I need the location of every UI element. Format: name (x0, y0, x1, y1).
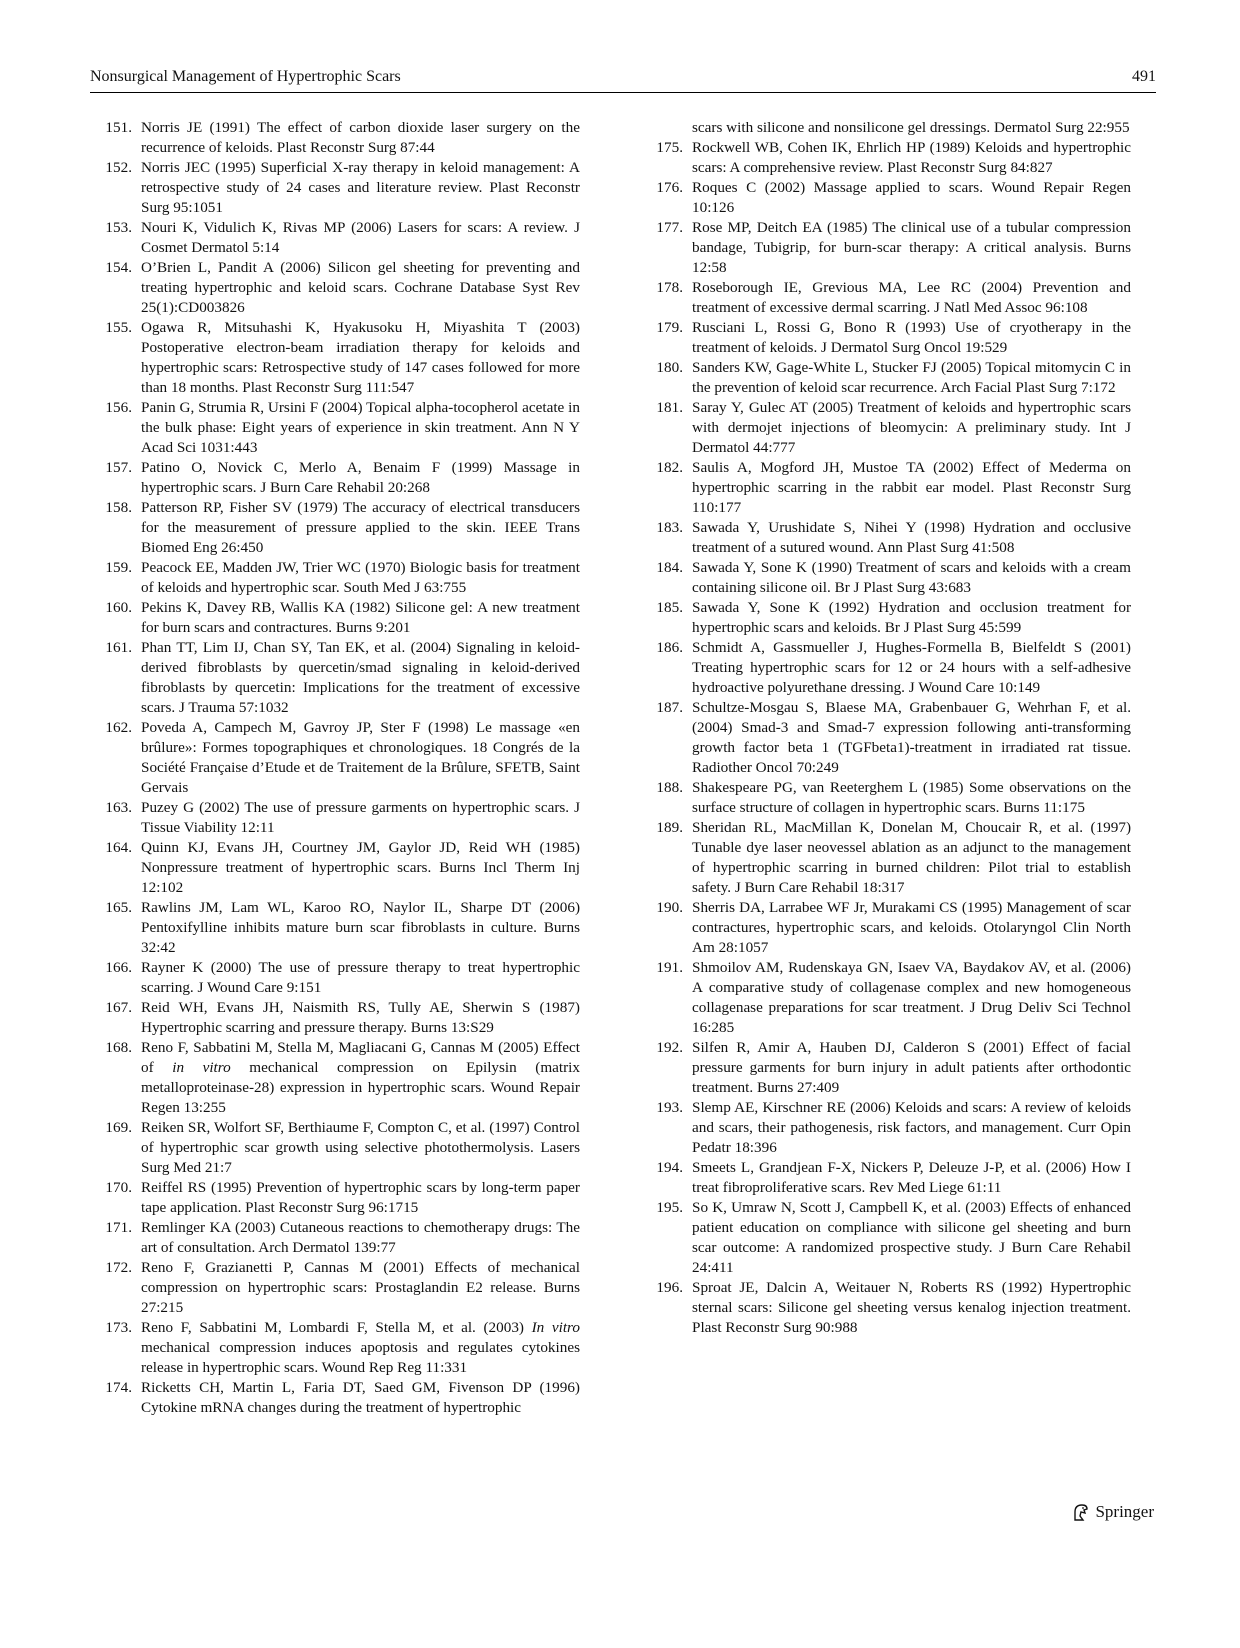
reference-entry (641, 598, 1131, 638)
reference-entry (90, 798, 580, 838)
reference-entry (641, 558, 1131, 598)
reference-text: Sawada Y, Sone K (1992) Hydration and occlusion treatment for hypertrophic scars and keloids. Br J Plast Surg 45:599 (692, 599, 1131, 636)
reference-text: Reiffel RS (1995) Prevention of hypertrophic scars by long-term paper tape application. Plast Reconstr Surg 96:1715 (141, 1179, 580, 1216)
reference-number: 161. (105, 639, 132, 656)
reference-entry (641, 178, 1131, 218)
reference-column-right (641, 118, 1131, 1338)
reference-text: Patino O, Novick C, Merlo A, Benaim F (1999) Massage in hypertrophic scars. J Burn Care Rehabil 20:268 (141, 459, 580, 496)
reference-text: Rusciani L, Rossi G, Bono R (1993) Use of cryotherapy in the treatment of keloids. J Dermatol Surg Oncol 19:529 (692, 319, 1131, 356)
reference-entry (641, 898, 1131, 958)
reference-text-italic: In vitro (531, 1319, 580, 1336)
reference-number: 182. (656, 459, 683, 476)
reference-entry (90, 598, 580, 638)
reference-entry (90, 1378, 580, 1418)
reference-number: 151. (105, 119, 132, 136)
reference-text-part: Reno F, Sabbatini M, Lombardi F, Stella M, et al. (2003) (141, 1319, 532, 1336)
reference-text-part: Reno F, Sabbatini M, Stella M, Magliacani G, Cannas M (2005) Effect of (141, 1039, 580, 1076)
reference-number: 165. (105, 899, 132, 916)
reference-text: Rawlins JM, Lam WL, Karoo RO, Naylor IL, Sharpe DT (2006) Pentoxifylline inhibits mature burn scar fibroblasts in culture. Burns 32:42 (141, 899, 580, 956)
reference-number: 184. (656, 559, 683, 576)
running-head (90, 64, 1156, 93)
reference-entry (641, 778, 1131, 818)
reference-entry (90, 398, 580, 458)
page-number: 491 (1132, 68, 1156, 85)
reference-text (141, 1038, 580, 1118)
reference-number: 180. (656, 359, 683, 376)
reference-number: 154. (105, 259, 132, 276)
reference-entry (641, 818, 1131, 898)
reference-number: 177. (656, 219, 683, 236)
reference-text: Shmoilov AM, Rudenskaya GN, Isaev VA, Baydakov AV, et al. (2006) A comparative study of collagenase complex and new homogeneous collagenase preparations for scar treatment. J Drug Deliv Sci Technol 16:285 (692, 959, 1131, 1036)
reference-text: Roseborough IE, Grevious MA, Lee RC (2004) Prevention and treatment of excessive dermal scarring. J Natl Med Assoc 96:108 (692, 279, 1131, 316)
reference-number: 159. (105, 559, 132, 576)
reference-text: Phan TT, Lim IJ, Chan SY, Tan EK, et al. (2004) Signaling in keloid-derived fibroblasts by quercetin/smad signaling in keloid-derived fibroblasts by quercetin: Implications for the treatment of excessive scars. J Trauma 57:1032 (141, 639, 580, 716)
reference-entry (641, 318, 1131, 358)
running-title: Nonsurgical Management of Hypertrophic Scars (90, 68, 401, 85)
reference-text: Schultze-Mosgau S, Blaese MA, Grabenbauer G, Wehrhan F, et al. (2004) Smad-3 and Smad-7 expression following anti-transforming growth factor beta 1 (TGFbeta1)-treatment in irradiated rat tissue. Radiother Oncol 70:249 (692, 699, 1131, 776)
reference-entry (90, 458, 580, 498)
reference-entry (90, 158, 580, 218)
reference-number: 173. (105, 1319, 132, 1336)
reference-number: 196. (656, 1279, 683, 1296)
reference-entry (90, 1218, 580, 1258)
reference-entry (90, 318, 580, 398)
reference-number: 187. (656, 699, 683, 716)
reference-text: Puzey G (2002) The use of pressure garments on hypertrophic scars. J Tissue Viability 12:11 (141, 799, 580, 836)
reference-text: Sheridan RL, MacMillan K, Donelan M, Choucair R, et al. (1997) Tunable dye laser neovessel ablation as an adjunct to the management of hypertrophic scarring in burned children: Pilot trial to establish safety. J Burn Care Rehabil 18:317 (692, 819, 1131, 896)
reference-text (141, 1318, 580, 1378)
reference-number: 153. (105, 219, 132, 236)
reference-entry (641, 958, 1131, 1038)
reference-number: 172. (105, 1259, 132, 1276)
reference-entry (90, 958, 580, 998)
reference-entry (90, 118, 580, 158)
publisher-logo (1071, 1500, 1154, 1524)
reference-entry (641, 278, 1131, 318)
reference-text: Panin G, Strumia R, Ursini F (2004) Topical alpha-tocopherol acetate in the bulk phase: Eight years of experience in skin treatment. Ann N Y Acad Sci 1031:443 (141, 399, 580, 456)
reference-number: 164. (105, 839, 132, 856)
reference-number: 189. (656, 819, 683, 836)
reference-entry (90, 1118, 580, 1178)
reference-text: So K, Umraw N, Scott J, Campbell K, et al. (2003) Effects of enhanced patient education on compliance with silicone gel sheeting and burn scar outcome: A randomized prospective study. J Burn Care Rehabil 24:411 (692, 1199, 1131, 1276)
reference-entry (641, 458, 1131, 518)
reference-column-left (90, 118, 580, 1418)
reference-text: Slemp AE, Kirschner RE (2006) Keloids and scars: A review of keloids and scars, their pathogenesis, risk factors, and management. Curr Opin Pedatr 18:396 (692, 1099, 1131, 1156)
reference-text-part: mechanical compression on Epilysin (matrix metalloproteinase-28) expression in hypertrophic scars. Wound Repair Regen 13:255 (141, 1059, 580, 1116)
reference-text: Peacock EE, Madden JW, Trier WC (1970) Biologic basis for treatment of keloids and hypertrophic scar. South Med J 63:755 (141, 559, 580, 596)
reference-text: Patterson RP, Fisher SV (1979) The accuracy of electrical transducers for the measurement of pressure applied to the skin. IEEE Trans Biomed Eng 26:450 (141, 499, 580, 556)
reference-continuation-text: scars with silicone and nonsilicone gel dressings. Dermatol Surg 22:955 (692, 119, 1130, 136)
reference-text: Reiken SR, Wolfort SF, Berthiaume F, Compton C, et al. (1997) Control of hypertrophic scar growth using selective photothermolysis. Lasers Surg Med 21:7 (141, 1119, 580, 1176)
reference-number: 186. (656, 639, 683, 656)
reference-text: Norris JEC (1995) Superficial X-ray therapy in keloid management: A retrospective study of 24 cases and literature review. Plast Reconstr Surg 95:1051 (141, 159, 580, 216)
reference-number: 152. (105, 159, 132, 176)
reference-entry (641, 1098, 1131, 1158)
reference-number: 193. (656, 1099, 683, 1116)
reference-entry (90, 1318, 580, 1378)
reference-number: 167. (105, 999, 132, 1016)
reference-text: Reid WH, Evans JH, Naismith RS, Tully AE, Sherwin S (1987) Hypertrophic scarring and pressure therapy. Burns 13:S29 (141, 999, 580, 1036)
reference-number: 185. (656, 599, 683, 616)
reference-entry (90, 218, 580, 258)
reference-entry (90, 718, 580, 798)
reference-entry (641, 398, 1131, 458)
reference-entry (641, 218, 1131, 278)
reference-number: 191. (656, 959, 683, 976)
reference-entry (641, 1038, 1131, 1098)
reference-number: 188. (656, 779, 683, 796)
reference-entry (641, 1278, 1131, 1338)
reference-text: Rockwell WB, Cohen IK, Ehrlich HP (1989) Keloids and hypertrophic scars: A comprehensive review. Plast Reconstr Surg 84:827 (692, 139, 1131, 176)
reference-text: Pekins K, Davey RB, Wallis KA (1982) Silicone gel: A new treatment for burn scars and contractures. Burns 9:201 (141, 599, 580, 636)
reference-entry (641, 1198, 1131, 1278)
reference-text: Saulis A, Mogford JH, Mustoe TA (2002) Effect of Mederma on hypertrophic scarring in the rabbit ear model. Plast Reconstr Surg 110:177 (692, 459, 1131, 516)
reference-number: 155. (105, 319, 132, 336)
reference-entry (90, 638, 580, 718)
reference-entry (90, 898, 580, 958)
reference-entry (641, 138, 1131, 178)
reference-number: 158. (105, 499, 132, 516)
reference-continuation (641, 118, 1131, 138)
reference-number: 194. (656, 1159, 683, 1176)
reference-number: 160. (105, 599, 132, 616)
reference-entry (90, 1178, 580, 1218)
reference-number: 195. (656, 1199, 683, 1216)
reference-entry (641, 1158, 1131, 1198)
reference-number: 190. (656, 899, 683, 916)
reference-text: Shakespeare PG, van Reeterghem L (1985) Some observations on the surface structure of collagen in hypertrophic scars. Burns 11:175 (692, 779, 1131, 816)
reference-entry (90, 498, 580, 558)
reference-text: O’Brien L, Pandit A (2006) Silicon gel sheeting for preventing and treating hypertrophic and keloid scars. Cochrane Database Syst Rev 25(1):CD003826 (141, 259, 580, 316)
reference-number: 166. (105, 959, 132, 976)
reference-text: Roques C (2002) Massage applied to scars. Wound Repair Regen 10:126 (692, 179, 1131, 216)
reference-text: Sherris DA, Larrabee WF Jr, Murakami CS (1995) Management of scar contractures, hypertrophic scars, and keloids. Otolaryngol Clin North Am 28:1057 (692, 899, 1131, 956)
reference-text: Poveda A, Campech M, Gavroy JP, Ster F (1998) Le massage «en brûlure»: Formes topographiques et chronologiques. 18 Congrés de la Société Française d’Etude et de Traitement de la Brûlure, SFETB, Saint Gervais (141, 719, 580, 796)
reference-text: Remlinger KA (2003) Cutaneous reactions to chemotherapy drugs: The art of consultation. Arch Dermatol 139:77 (141, 1219, 580, 1256)
reference-text-part: mechanical compression induces apoptosis and regulates cytokines release in hypertrophic scars. Wound Rep Reg 11:331 (141, 1339, 580, 1376)
reference-text: Ogawa R, Mitsuhashi K, Hyakusoku H, Miyashita T (2003) Postoperative electron-beam irradiation therapy for keloids and hypertrophic scars: Retrospective study of 147 cases followed for more than 18 months. Plast Reconstr Surg 111:547 (141, 319, 580, 396)
springer-horse-icon (1071, 1502, 1091, 1522)
reference-entry (90, 1258, 580, 1318)
reference-number: 178. (656, 279, 683, 296)
reference-text: Ricketts CH, Martin L, Faria DT, Saed GM, Fivenson DP (1996) Cytokine mRNA changes during the treatment of hypertrophic (141, 1379, 580, 1416)
reference-entry (641, 698, 1131, 778)
reference-entry (90, 838, 580, 898)
reference-text: Norris JE (1991) The effect of carbon dioxide laser surgery on the recurrence of keloids. Plast Reconstr Surg 87:44 (141, 119, 580, 156)
reference-number: 156. (105, 399, 132, 416)
reference-text: Smeets L, Grandjean F-X, Nickers P, Deleuze J-P, et al. (2006) How I treat fibroproliferative scars. Rev Med Liege 61:11 (692, 1159, 1131, 1196)
reference-text: Schmidt A, Gassmueller J, Hughes-Formella B, Bielfeldt S (2001) Treating hypertrophic scars for 12 or 24 hours with a self-adhesive hydroactive polyurethane dressing. J Wound Care 10:149 (692, 639, 1131, 696)
reference-number: 168. (105, 1039, 132, 1056)
reference-text: Sawada Y, Urushidate S, Nihei Y (1998) Hydration and occlusive treatment of a sutured wound. Ann Plast Surg 41:508 (692, 519, 1131, 556)
reference-text: Reno F, Grazianetti P, Cannas M (2001) Effects of mechanical compression on hypertrophic scars: Prostaglandin E2 release. Burns 27:215 (141, 1259, 580, 1316)
reference-text: Silfen R, Amir A, Hauben DJ, Calderon S (2001) Effect of facial pressure garments for burn injury in adult patients after orthodontic treatment. Burns 27:409 (692, 1039, 1131, 1096)
reference-entry (90, 1038, 580, 1118)
reference-text: Nouri K, Vidulich K, Rivas MP (2006) Lasers for scars: A review. J Cosmet Dermatol 5:14 (141, 219, 580, 256)
publisher-name: Springer (1095, 1502, 1154, 1521)
reference-text: Rose MP, Deitch EA (1985) The clinical use of a tubular compression bandage, Tubigrip, for burn-scar therapy: A critical analysis. Burns 12:58 (692, 219, 1131, 276)
reference-text: Quinn KJ, Evans JH, Courtney JM, Gaylor JD, Reid WH (1985) Nonpressure treatment of hypertrophic scars. Burns Incl Therm Inj 12:102 (141, 839, 580, 896)
reference-number: 169. (105, 1119, 132, 1136)
reference-number: 181. (656, 399, 683, 416)
reference-number: 157. (105, 459, 132, 476)
reference-entry (90, 558, 580, 598)
reference-number: 170. (105, 1179, 132, 1196)
reference-number: 171. (105, 1219, 132, 1236)
reference-text: Rayner K (2000) The use of pressure therapy to treat hypertrophic scarring. J Wound Care 9:151 (141, 959, 580, 996)
reference-entry (641, 638, 1131, 698)
reference-text: Sawada Y, Sone K (1990) Treatment of scars and keloids with a cream containing silicone oil. Br J Plast Surg 43:683 (692, 559, 1131, 596)
reference-entry (90, 258, 580, 318)
reference-text: Sanders KW, Gage-White L, Stucker FJ (2005) Topical mitomycin C in the prevention of keloid scar recurrence. Arch Facial Plast Surg 7:172 (692, 359, 1131, 396)
reference-number: 174. (105, 1379, 132, 1396)
reference-entry (641, 518, 1131, 558)
reference-text: Saray Y, Gulec AT (2005) Treatment of keloids and hypertrophic scars with dermojet injections of bleomycin: A preliminary study. Int J Dermatol 44:777 (692, 399, 1131, 456)
reference-number: 175. (656, 139, 683, 156)
reference-number: 176. (656, 179, 683, 196)
reference-number: 192. (656, 1039, 683, 1056)
reference-entry (641, 358, 1131, 398)
reference-entry (90, 998, 580, 1038)
reference-text: Sproat JE, Dalcin A, Weitauer N, Roberts RS (1992) Hypertrophic sternal scars: Silicone gel sheeting versus kenalog injection treatment. Plast Reconstr Surg 90:988 (692, 1279, 1131, 1336)
reference-number: 183. (656, 519, 683, 536)
reference-number: 162. (105, 719, 132, 736)
reference-number: 163. (105, 799, 132, 816)
reference-text-italic: in vitro (172, 1059, 231, 1076)
reference-number: 179. (656, 319, 683, 336)
